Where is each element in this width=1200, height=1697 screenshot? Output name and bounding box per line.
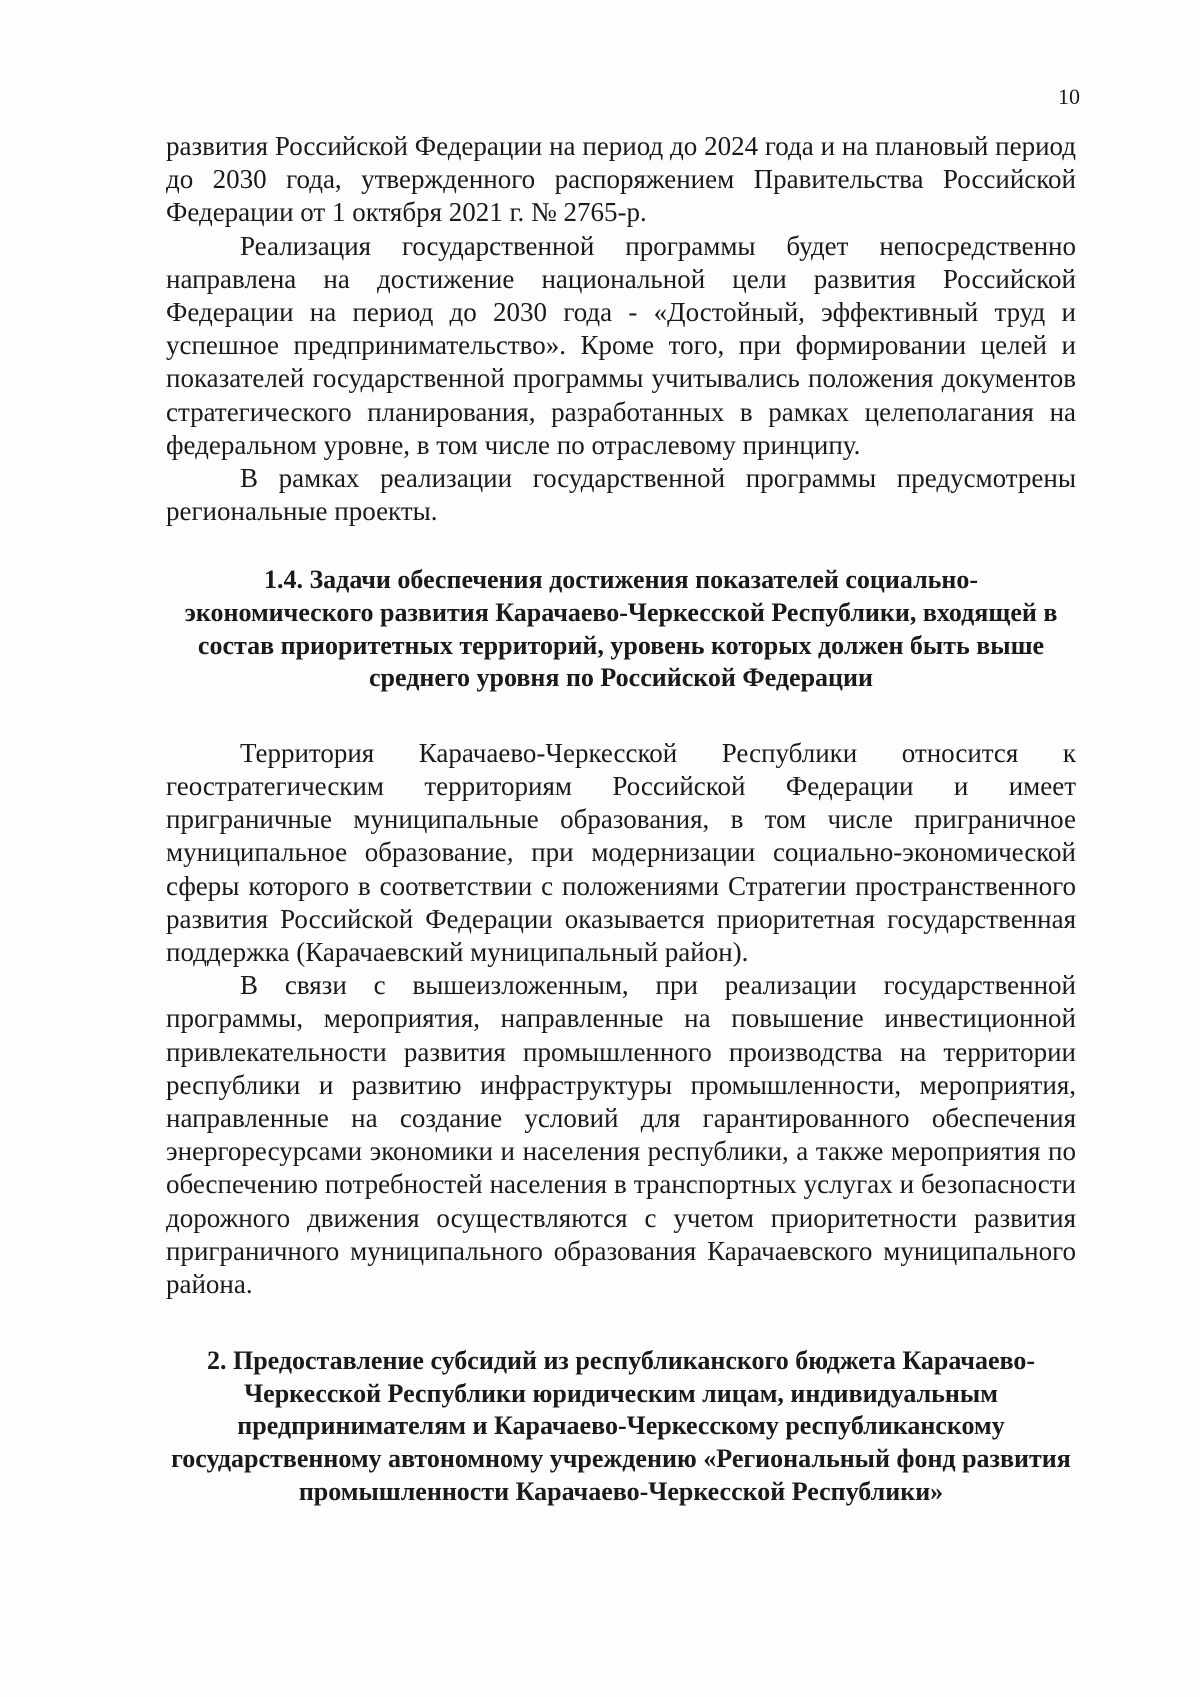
paragraph-territory: Территория Карачаево-Черкесской Республики относится к геостратегическим территориям Российской Федерации и имеет приграничные муниципальные образования, в том числе приграничное муниципальное образование, при модернизации социально-экономической сферы которого в соответствии с положениями Стратегии пространственного развития Российской Федерации оказывается приоритетная государственная поддержка (Карачаевский муниципальный район). [166,737,1076,968]
page-number: 10 [1058,84,1080,109]
paragraph-continuation: развития Российской Федерации на период до 2024 года и на плановый период до 2030 года, утвержденного распоряжением Правительства Российской Федерации от 1 октября 2021 г. № 2765-р. [166,131,1076,228]
document-body [166,130,1076,1508]
paragraph-priority-measures: В связи с вышеизложенным, при реализации государственной программы, мероприятия, направленные на повышение инвестиционной привлекательности развития промышленного производства на территории республики и развитию инфраструктуры промышленности, мероприятия, направленные на создание условий для гарантированного обеспечения энергоресурсами экономики и населения республики, а также мероприятия по обеспечению потребностей населения в транспортных услугах и безопасности дорожного движения осуществляются с учетом приоритетности развития приграничного муниципального образования Карачаевского муниципального района. [166,970,1076,1300]
paragraph-regional-projects: В рамках реализации государственной программы предусмотрены региональные проекты. [166,463,1076,527]
paragraph-program-implementation: Реализация государственной программы будет непосредственно направлена на достижение национальной цели развития Российской Федерации на период до 2030 года - «Достойный, эффективный труд и успешное предпринимательство». Кроме того, при формировании целей и показателей государственной программы учитывались положения документов стратегического планирования, разработанных в рамках целеполагания на федеральном уровне, в том числе по отраслевому принципу. [166,230,1076,460]
section-heading-2: 2. Предоставление субсидий из республиканского бюджета Карачаево-Черкесской Республики юридическим лицам, индивидуальным предпринимателям и Карачаево-Черкесскому республиканскому государственному автономному учреждению «Региональный фонд развития промышленности Карачаево-Черкесской Республики» [171,1346,1071,1506]
section-heading-1-4: 1.4. Задачи обеспечения достижения показателей социально-экономического развития Карачаево-Черкесской Республики, входящей в состав приоритетных территорий, уровень которых должен быть выше среднего уровня по Российской Федерации [184,565,1058,693]
